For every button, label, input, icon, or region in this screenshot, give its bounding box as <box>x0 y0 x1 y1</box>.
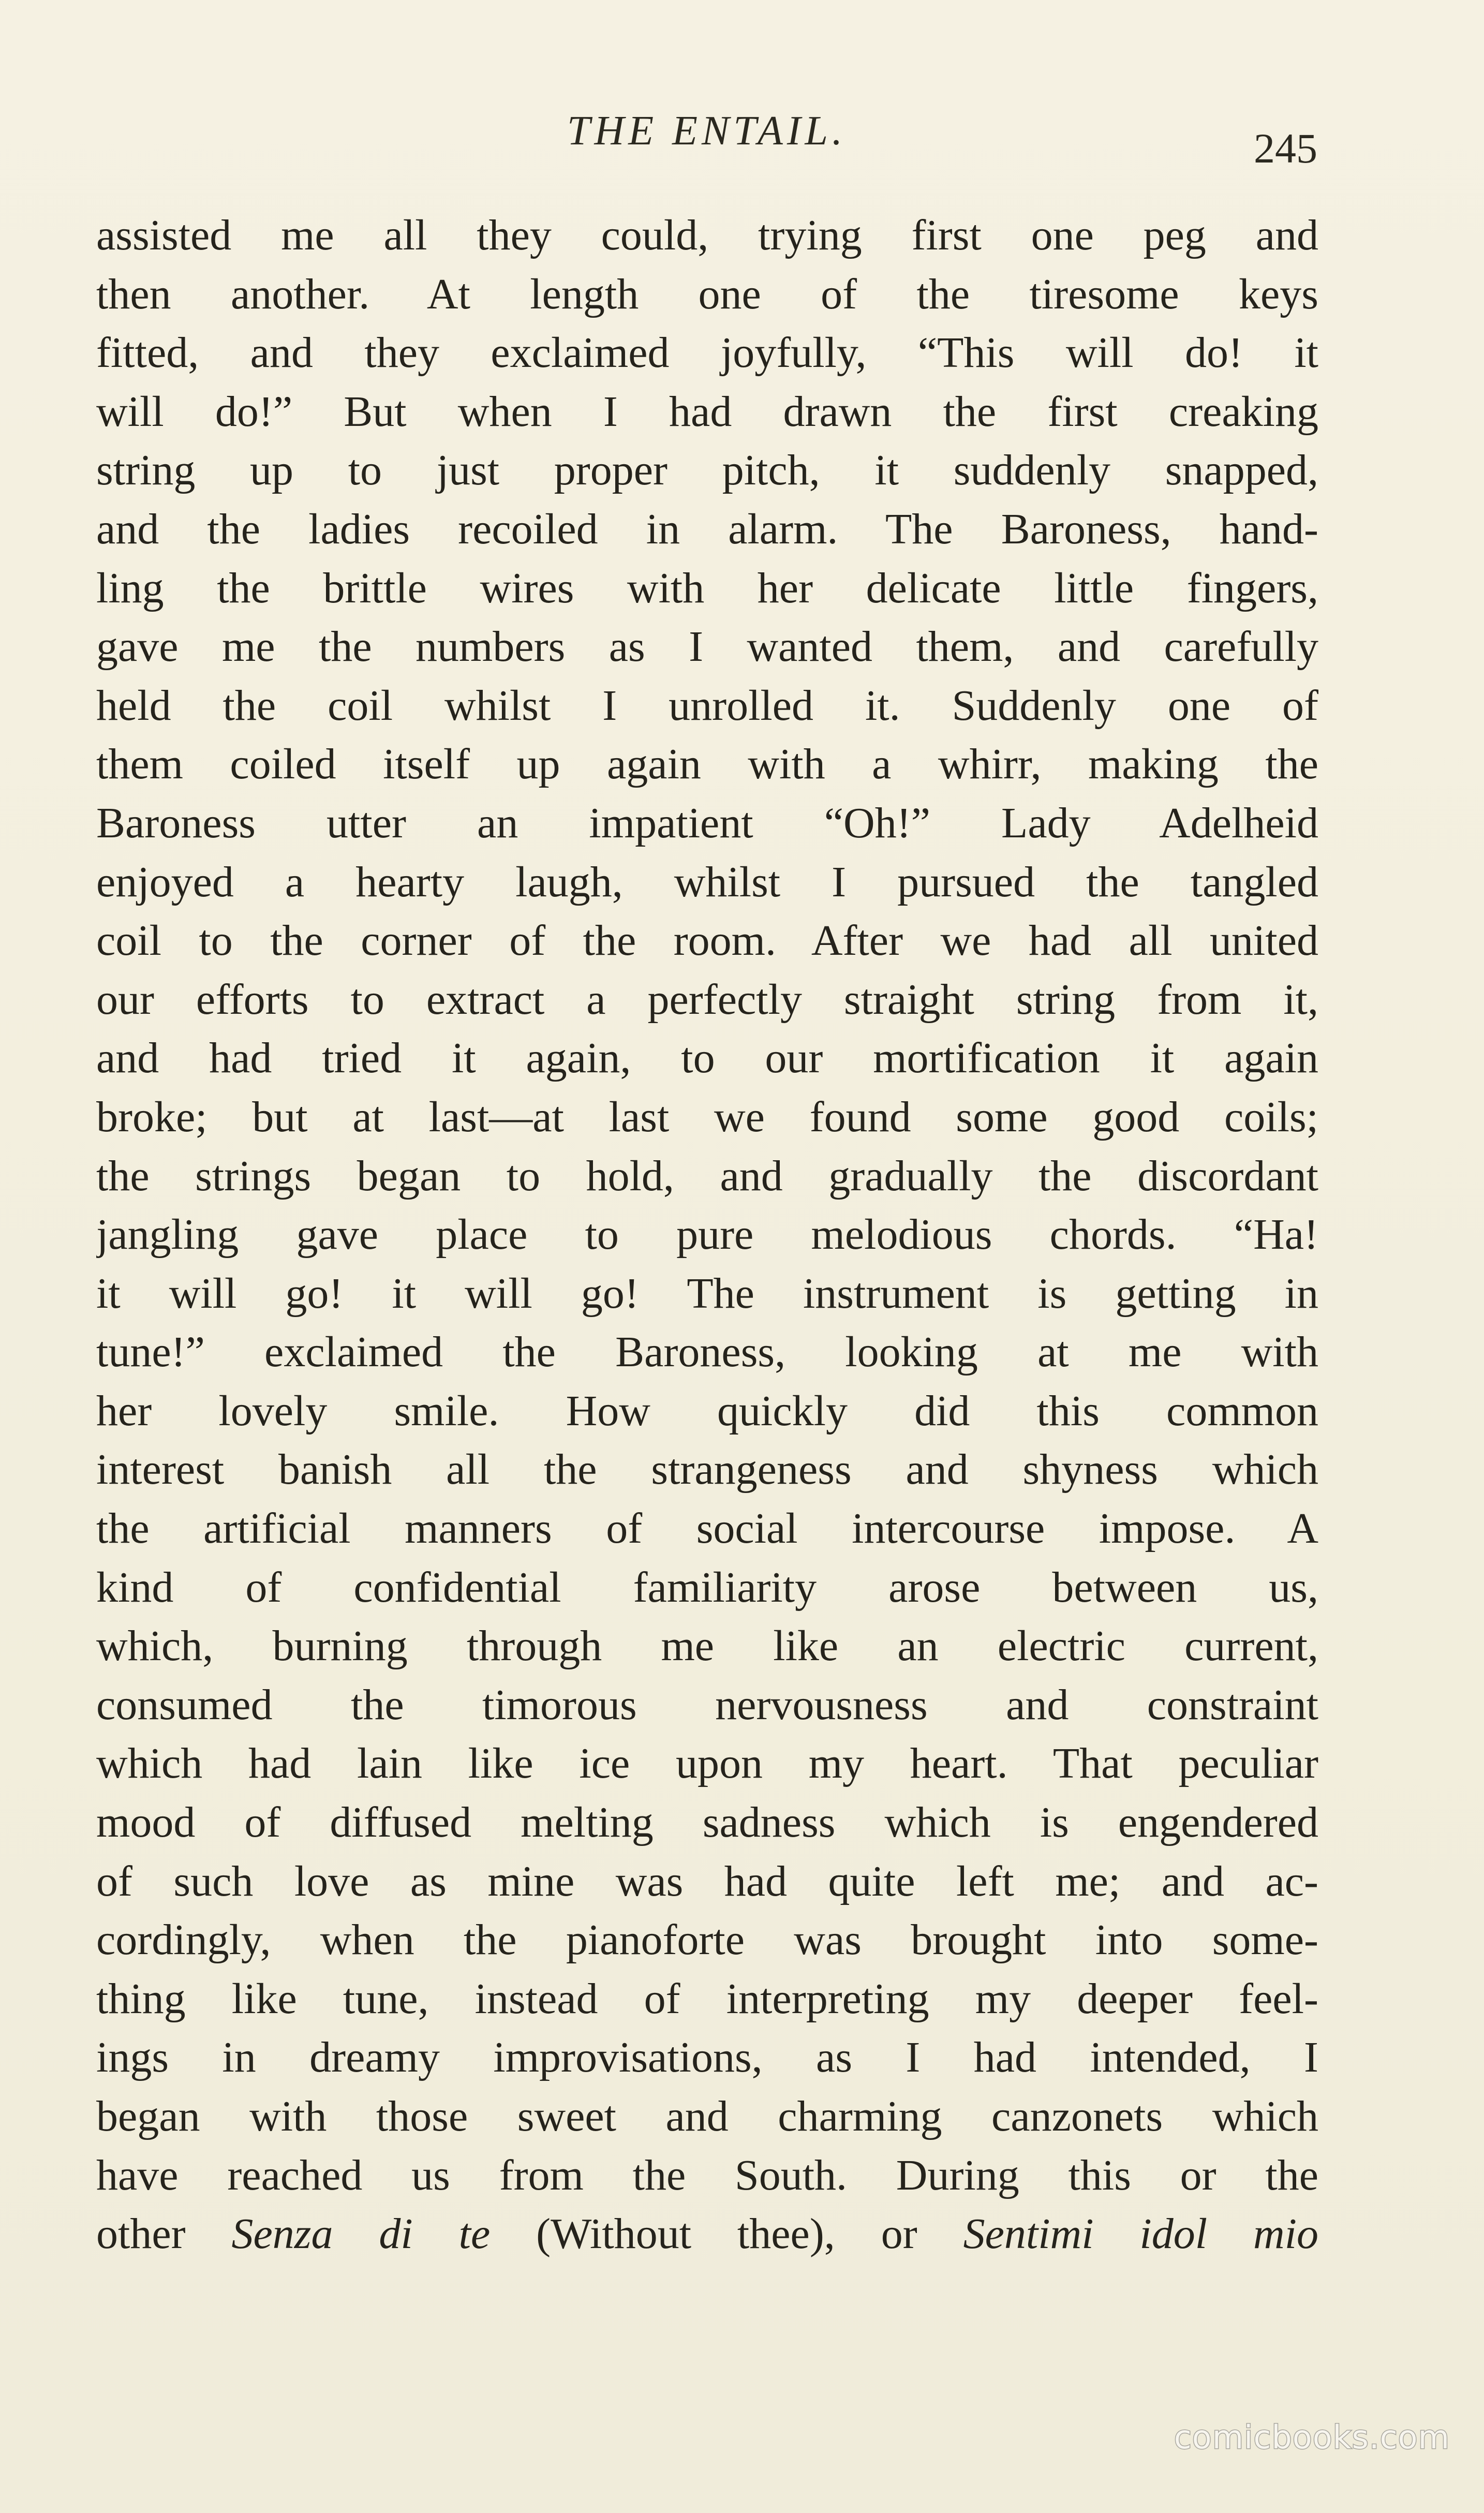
text-line: the artificial manners of social intercourse impose. A <box>96 1504 1318 1553</box>
text-line: assisted me all they could, trying first one peg and <box>96 211 1318 259</box>
text-line: ings in dreamy improvisations, as I had intended, I <box>96 2033 1318 2082</box>
text-line: of such love as mine was had quite left me; and ac- <box>96 1857 1318 1905</box>
text-line: broke; but at last—at last we found some good coils; <box>96 1092 1318 1141</box>
text-line: them coiled itself up again with a whirr, making the <box>96 740 1318 789</box>
text-line: which had lain like ice upon my heart. That peculiar <box>96 1739 1318 1788</box>
italic-title-sentimi-idol-mio: Sentimi idol mio <box>963 2210 1318 2258</box>
text-line: fitted, and they exclaimed joyfully, “This will do! it <box>96 329 1318 377</box>
italic-title-senza-di-te: Senza di te <box>231 2210 491 2258</box>
text-line: coil to the corner of the room. After we had all united <box>96 916 1318 965</box>
text-line: her lovely smile. How quickly did this common <box>96 1386 1318 1435</box>
text-line: thing like tune, instead of interpreting my deeper feel- <box>96 1974 1318 2023</box>
text-line: have reached us from the South. During this or the <box>96 2151 1318 2199</box>
page-number: 245 <box>1254 125 1317 172</box>
text-line: cordingly, when the pianoforte was brought into some- <box>96 1916 1318 1964</box>
text-line: will do!” But when I had drawn the first creaking <box>96 387 1318 436</box>
text-line: Baroness utter an impatient “Oh!” Lady Adelheid <box>96 799 1318 847</box>
text-line: enjoyed a hearty laugh, whilst I pursued the tangled <box>96 858 1318 906</box>
text-line: consumed the timorous nervousness and constraint <box>96 1680 1318 1729</box>
text-line: jangling gave place to pure melodious chords. “Ha! <box>96 1210 1318 1259</box>
body-text <box>96 206 1318 2264</box>
text-line: the strings began to hold, and gradually the discordant <box>96 1151 1318 1200</box>
text-run: other <box>96 2210 232 2258</box>
text-line: kind of confidential familiarity arose between us, <box>96 1563 1318 1612</box>
text-line: interest banish all the strangeness and shyness which <box>96 1445 1318 1494</box>
text-line: mood of diffused melting sadness which is engendered <box>96 1798 1318 1847</box>
text-run: (Without thee), or <box>490 2210 963 2258</box>
text-line: and had tried it again, to our mortification it again <box>96 1034 1318 1083</box>
text-line: and the ladies recoiled in alarm. The Baroness, hand- <box>96 505 1318 553</box>
text-line: which, burning through me like an electric current, <box>96 1622 1318 1671</box>
text-line: began with those sweet and charming canzonets which <box>96 2092 1318 2140</box>
running-head <box>96 108 1317 172</box>
text-line: ling the brittle wires with her delicate little fingers, <box>96 564 1318 612</box>
running-title: THE ENTAIL. <box>567 108 847 154</box>
text-line: held the coil whilst I unrolled it. Suddenly one of <box>96 681 1318 730</box>
text-line: then another. At length one of the tiresome keys <box>96 270 1318 318</box>
watermark: comicbooks.com <box>1174 2418 1450 2456</box>
text-line: string up to just proper pitch, it suddenly snapped, <box>96 446 1318 495</box>
text-line: our efforts to extract a perfectly straight string from it, <box>96 975 1318 1024</box>
text-line: it will go! it will go! The instrument is getting in <box>96 1269 1318 1318</box>
text-line: tune!” exclaimed the Baroness, looking at me with <box>96 1328 1318 1377</box>
text-line: gave me the numbers as I wanted them, and carefully <box>96 623 1318 671</box>
text-line-last <box>96 2205 1318 2264</box>
